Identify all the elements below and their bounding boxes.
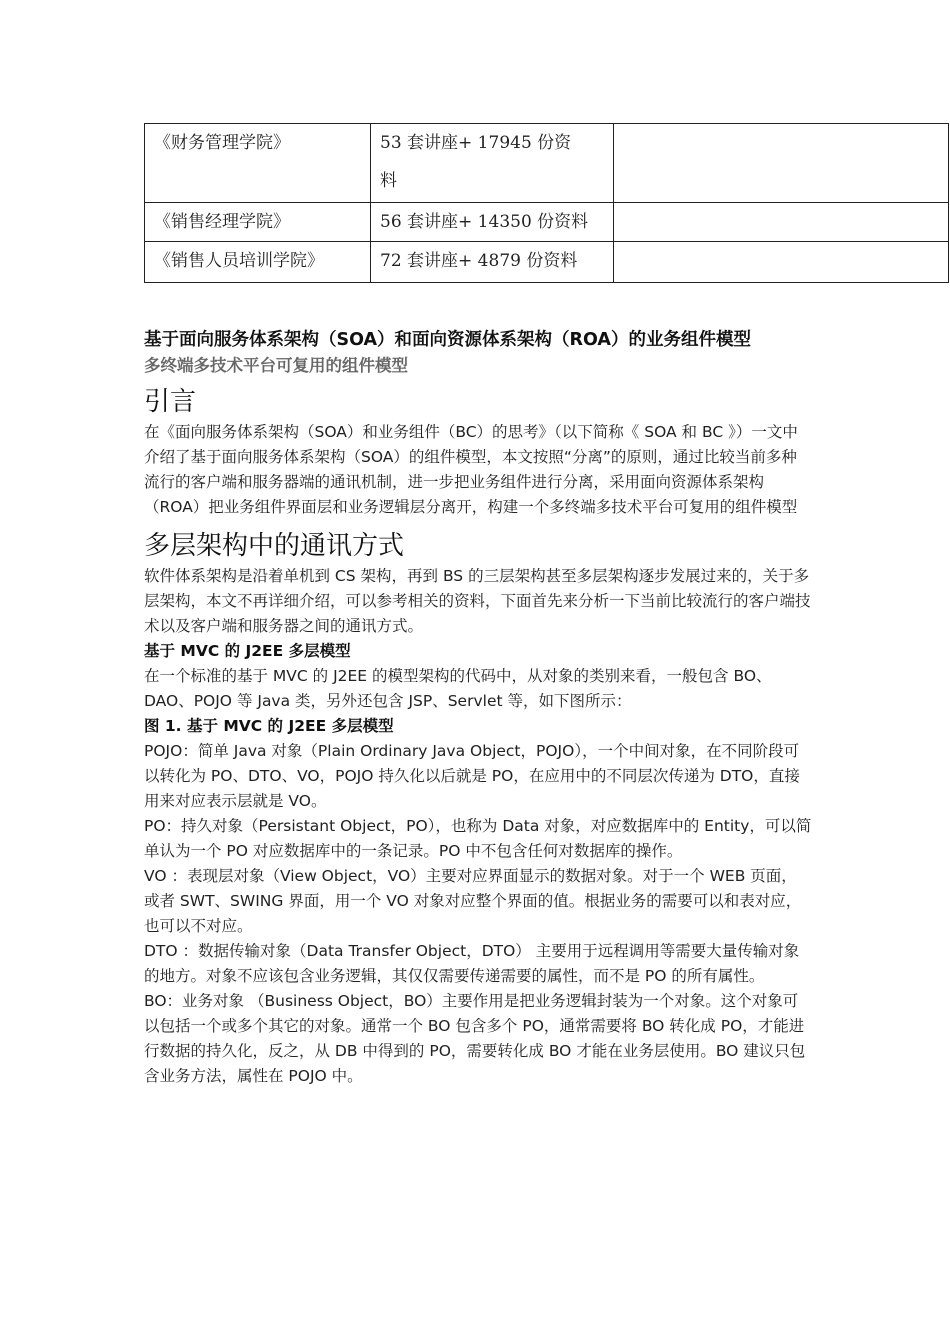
intro-paragraph: 在《面向服务体系架构（SOA）和业务组件（BC）的思考》（以下简称《 SOA 和 BC 》）一文中介绍了基于面向服务体系架构（SOA）的组件模型，本文按照“分离”的原则，通过比较当前多种流行的客户端和服务器端的通讯机制，进一步把业务组件进行分离，采用面向资源体系架构（ROA）把业务组件界面层和业务逻辑层分离开，构建一个多终端多技术平台可复用的组件模型 bbox=[144, 423, 798, 516]
table-cell-info: 56 套讲座+ 14350 份资料 bbox=[371, 203, 614, 242]
table-row bbox=[145, 124, 949, 203]
section-heading-intro: 引言 bbox=[144, 387, 197, 417]
table-cell-extra bbox=[614, 203, 949, 242]
table-cell-info-line2: 料 bbox=[380, 171, 397, 191]
subheading-mvc-model: 基于 MVC 的 J2EE 多层模型 bbox=[144, 642, 351, 660]
definition-vo: VO ：表现层对象（View Object，VO）主要对应界面显示的数据对象。对于一个 WEB 页面，或者 SWT、SWING 界面，用一个 VO 对象对应整个界面的值。根据业务的需要可以和表对应，也可以不对应。 bbox=[144, 867, 802, 935]
table-row bbox=[145, 242, 949, 283]
mvc-paragraph: 在一个标准的基于 MVC 的 J2EE 的模型架构的代码中，从对象的类别来看，一般包含 BO、DAO、POJO 等 Java 类，另外还包含 JSP、Servlet 等，如下图所示： bbox=[144, 667, 772, 710]
table-cell-name: 《销售人员培训学院》 bbox=[145, 242, 371, 283]
table-cell-info bbox=[371, 124, 614, 203]
communication-intro-paragraph: 软件体系架构是沿着单机到 CS 架构，再到 BS 的三层架构甚至多层架构逐步发展过来的，关于多层架构，本文不再详细介绍，可以参考相关的资料，下面首先来分析一下当前比较流行的客户端技术以及客户端和服务器之间的通讯方式。 bbox=[144, 567, 811, 635]
table-cell-info: 72 套讲座+ 4879 份资料 bbox=[371, 242, 614, 283]
figure-caption: 图 1. 基于 MVC 的 J2EE 多层模型 bbox=[144, 717, 394, 735]
definition-po: PO：持久对象（Persistant Object，PO），也称为 Data 对象，对应数据库中的 Entity，可以简单认为一个 PO 对应数据库中的一条记录。PO 中不包含任何对数据库的操作。 bbox=[144, 817, 812, 860]
table-cell-extra bbox=[614, 124, 949, 203]
article-title: 基于面向服务体系架构（SOA）和面向资源体系架构（ROA）的业务组件模型 bbox=[144, 330, 751, 350]
article-subtitle: 多终端多技术平台可复用的组件模型 bbox=[144, 356, 408, 375]
section-heading-communication: 多层架构中的通讯方式 bbox=[144, 531, 405, 561]
resource-table bbox=[144, 123, 949, 283]
table-cell-info-line1: 53 套讲座+ 17945 份资 bbox=[380, 133, 572, 153]
article-body bbox=[144, 326, 812, 1089]
table-cell-name: 《销售经理学院》 bbox=[145, 203, 371, 242]
definition-bo: BO：业务对象 （Business Object，BO）主要作用是把业务逻辑封装为一个对象。这个对象可以包括一个或多个其它的对象。通常一个 BO 包含多个 PO，通常需要将 BO 转化成 PO，才能进行数据的持久化，反之，从 DB 中得到的 PO，需要转化成 BO 才能在业务层使用。BO 建议只包含业务方法，属性在 POJO 中。 bbox=[144, 992, 806, 1085]
table-cell-extra bbox=[614, 242, 949, 283]
table-cell-name: 《财务管理学院》 bbox=[145, 124, 371, 203]
definition-dto: DTO ：数据传输对象（Data Transfer Object，DTO） 主要用于远程调用等需要大量传输对象的地方。对象不应该包含业务逻辑，其仅仅需要传递需要的属性，而不是 PO 的所有属性。 bbox=[144, 942, 800, 985]
definition-pojo: POJO：简单 Java 对象（Plain Ordinary Java Object，POJO），一个中间对象，在不同阶段可以转化为 PO、DTO、VO，POJO 持久化以后就是 PO，在应用中的不同层次传递为 DTO，直接用来对应表示层就是 VO。 bbox=[144, 742, 800, 810]
table-row bbox=[145, 203, 949, 242]
